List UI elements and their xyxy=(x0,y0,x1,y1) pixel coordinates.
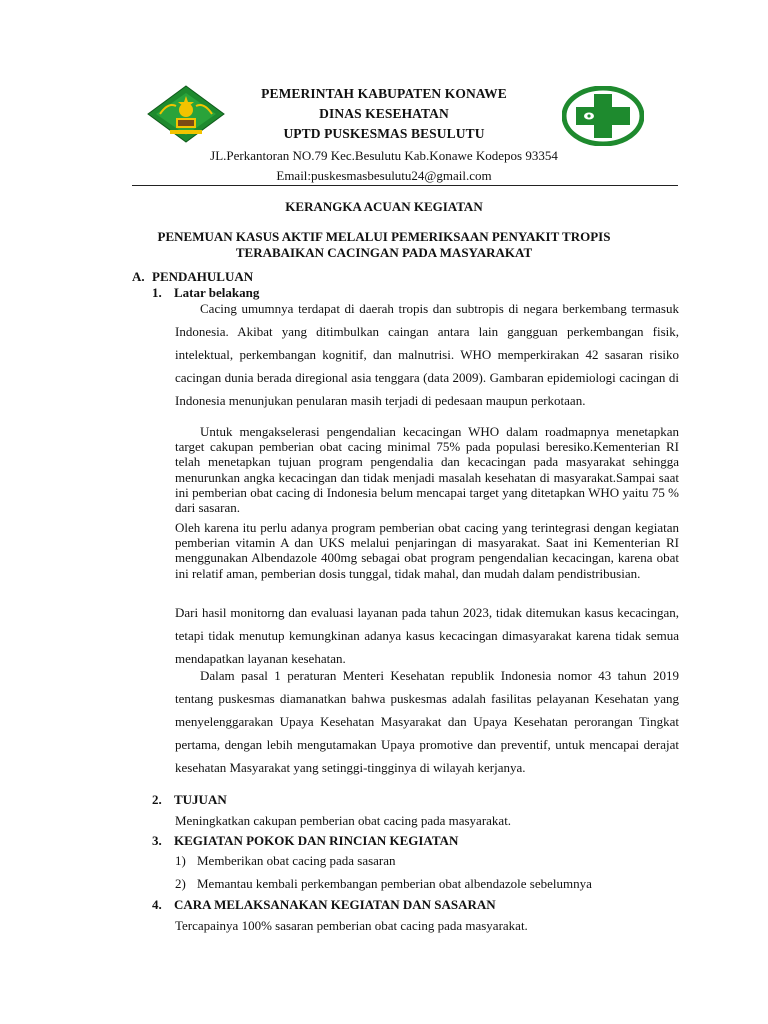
kop-unit: UPTD PUSKESMAS BESULUTU xyxy=(283,126,485,141)
paragraph-latar-belakang-4: Dari hasil monitorng dan evaluasi layanan pada tahun 2023, tidak ditemukan kasus kecacingan, tetapi tidak menutup kemungkinan adanya kasus kecacingan dimasyarakat karena tidak semua mendapatkan layanan kesehatan. xyxy=(175,605,679,666)
section-kegiatan-heading xyxy=(152,833,458,849)
list-text: Memantau kembali perkembangan pemberian obat albendazole sebelumnya xyxy=(197,876,592,891)
section-tujuan-heading xyxy=(152,792,227,808)
paragraph-latar-belakang-1: Cacing umumnya terdapat di daerah tropis dan subtropis di negara berkembang termasuk Indonesia. Akibat yang ditimbulkan caingan antara lain gangguan perkembangan fisik, intelektual, perkembangan kognitif, dan malnutrisi. WHO memperkirakan 42 sasaran risiko cacingan dunia berada diregional asia tenggara (data 2009). Gambaran epidemiologi cacingan di Indonesia menunjukan penularan masih terjadi di pedesaan maupun perkotaan. xyxy=(175,301,679,408)
list-text: Memberikan obat cacing pada sasaran xyxy=(197,853,396,868)
document-subtitle-line-1: PENEMUAN KASUS AKTIF MELALUI PEMERIKSAAN PENYAKIT TROPIS xyxy=(157,229,611,244)
kop-government: PEMERINTAH KABUPATEN KONAWE xyxy=(261,86,507,101)
section-pendahuluan-heading xyxy=(132,269,253,285)
letterhead-divider xyxy=(132,185,678,186)
section-label: CARA MELAKSANAKAN KEGIATAN DAN SASARAN xyxy=(174,897,496,912)
list-marker: 2) xyxy=(175,876,186,891)
puskesmas-cross-logo-icon xyxy=(562,86,644,146)
section-marker: A. xyxy=(132,269,145,284)
paragraph-latar-belakang-3: Oleh karena itu perlu adanya program pemberian obat cacing yang terintegrasi dengan kegiatan pemberian vitamin A dan UKS melalui penjaringan di masyarakat. Saat ini Kementerian RI menggunakan Albendazole 400mg sebagai obat program pengendalian kecacingan, karena obat ini relatif aman, pemberian dosis tunggal, tidak mahal, dan mudah dalam pendistribusian. xyxy=(175,520,679,581)
cara-text: Tercapainya 100% sasaran pemberian obat cacing pada masyarakat. xyxy=(175,918,528,933)
section-label: KEGIATAN POKOK DAN RINCIAN KEGIATAN xyxy=(174,833,459,848)
tujuan-text: Meningkatkan cakupan pemberian obat cacing pada masyarakat. xyxy=(175,813,512,828)
kop-email: Email:puskesmasbesulutu24@gmail.com xyxy=(276,168,492,183)
list-item xyxy=(175,853,396,869)
document-subtitle-line-2: TERABAIKAN CACINGAN PADA MASYARAKAT xyxy=(235,245,533,260)
section-label: TUJUAN xyxy=(174,792,227,807)
section-cara-heading xyxy=(152,897,496,913)
list-item xyxy=(175,876,592,892)
paragraph-latar-belakang-2: Untuk mengakselerasi pengendalian kecacingan WHO dalam roadmapnya menetapkan target cakupan pemberian obat cacing minimal 75% pada populasi beresiko.Kementerian RI telah menetapkan tujuan program pengendalia dan kecacingan pada masyarakat sehingga menurunkan angka kecacingan dan tidak menjadi masalah kesehatan di masyarakat.Sampai saat ini pemberian obat cacing di Indonesia belum mencapai target yang ditetapkan WHO yaitu 75 % dari sasaran. xyxy=(175,424,679,516)
section-marker: 4. xyxy=(152,897,162,912)
list-marker: 1) xyxy=(175,853,186,868)
section-marker: 2. xyxy=(152,792,162,807)
paragraph-latar-belakang-5: Dalam pasal 1 peraturan Menteri Kesehatan republik Indonesia nomor 43 tahun 2019 tentang puskesmas diamanatkan bahwa puskesmas adalah fasilitas pelayanan Kesehatan yang menyelenggarakan Upaya Kesehatan Masyarakat dan Upaya Kesehatan perorangan Tingkat pertama, dengan lebih mengutamakan Upaya promotive dan preventif, untuk mencapai derajat kesehatan Masyarakat yang setinggi-tingginya di wilayah kerjanya. xyxy=(175,668,679,775)
section-marker: 3. xyxy=(152,833,162,848)
subsection-marker: 1. xyxy=(152,285,162,300)
kop-address: JL.Perkantoran NO.79 Kec.Besulutu Kab.Konawe Kodepos 93354 xyxy=(210,148,558,163)
document-title: KERANGKA ACUAN KEGIATAN xyxy=(285,199,483,214)
section-label: PENDAHULUAN xyxy=(152,269,254,284)
letterhead xyxy=(0,0,768,190)
subsection-label: Latar belakang xyxy=(174,285,260,300)
kop-department: DINAS KESEHATAN xyxy=(319,106,449,121)
